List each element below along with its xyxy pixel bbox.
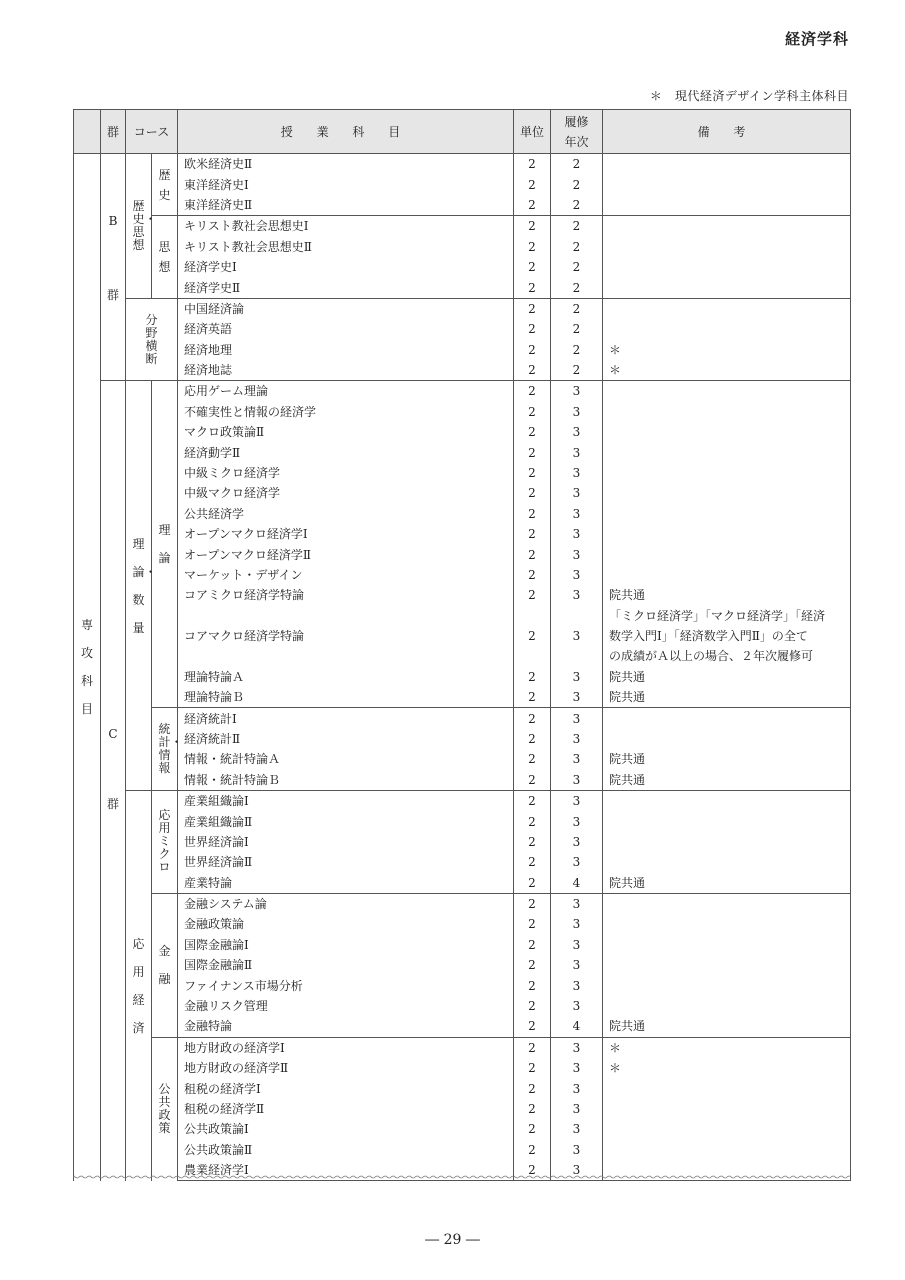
- course-riron-suryo: 理論・数量: [126, 381, 152, 791]
- remarks-cell: 院共通: [603, 667, 851, 687]
- year-cell: 3: [551, 996, 603, 1016]
- subject-cell: 欧米経済史Ⅱ: [178, 154, 514, 175]
- sub-shiso: 思想: [152, 216, 178, 299]
- remarks-cell: [603, 1099, 851, 1119]
- table-row: [74, 174, 851, 194]
- table-row: [74, 1099, 851, 1119]
- sub-oyo-micro: 応用ミクロ: [152, 790, 178, 893]
- year-cell: 4: [551, 1016, 603, 1037]
- year-cell: 2: [551, 154, 603, 175]
- year-cell: 3: [551, 565, 603, 585]
- credits-cell: 2: [514, 749, 551, 769]
- remarks-cell: [603, 195, 851, 216]
- year-cell: 3: [551, 1037, 603, 1058]
- table-row: [74, 873, 851, 894]
- subject-cell: 情報・統計特論Ｂ: [178, 770, 514, 791]
- subject-cell: オープンマクロ経済学Ⅱ: [178, 544, 514, 564]
- remarks-cell: [603, 154, 851, 175]
- year-cell: 3: [551, 975, 603, 995]
- credits-cell: 2: [514, 257, 551, 277]
- table-row: [74, 422, 851, 442]
- table-row: [74, 811, 851, 831]
- year-cell: 3: [551, 585, 603, 605]
- remarks-cell: ＊: [603, 360, 851, 381]
- remarks-cell: 院共通: [603, 687, 851, 708]
- year-cell: 3: [551, 1058, 603, 1078]
- credits-cell: 2: [514, 893, 551, 914]
- year-cell: 3: [551, 667, 603, 687]
- year-cell: 3: [551, 463, 603, 483]
- course-rekishi-shiso: 歴史・思想: [126, 154, 152, 299]
- remarks-cell: [603, 790, 851, 811]
- remarks-cell: [603, 852, 851, 872]
- table-row: [74, 667, 851, 687]
- subject-cell: 理論特論Ａ: [178, 667, 514, 687]
- remarks-cell: [603, 544, 851, 564]
- credits-cell: 2: [514, 360, 551, 381]
- subject-cell: 産業特論: [178, 873, 514, 894]
- remarks-cell: [603, 1078, 851, 1098]
- table-row: [74, 319, 851, 339]
- subject-cell: 中級マクロ経済学: [178, 483, 514, 503]
- bottom-wavy-rule: [73, 1175, 850, 1179]
- credits-cell: 2: [514, 1099, 551, 1119]
- subject-cell: 世界経済論Ⅱ: [178, 852, 514, 872]
- year-cell: 3: [551, 708, 603, 729]
- table-row: [74, 708, 851, 729]
- subject-cell: 金融政策論: [178, 914, 514, 934]
- credits-cell: 2: [514, 195, 551, 216]
- credits-cell: 2: [514, 687, 551, 708]
- year-cell: 3: [551, 1078, 603, 1098]
- credits-cell: 2: [514, 402, 551, 422]
- table-row: [74, 914, 851, 934]
- subject-cell: 農業経済学Ⅰ: [178, 1160, 514, 1181]
- subject-cell: 産業組織論Ⅱ: [178, 811, 514, 831]
- table-row: [74, 381, 851, 402]
- table-row: [74, 1037, 851, 1058]
- subject-cell: 東洋経済史Ⅰ: [178, 174, 514, 194]
- year-cell: 3: [551, 1099, 603, 1119]
- remarks-cell: [603, 1140, 851, 1160]
- year-cell: 2: [551, 216, 603, 237]
- remarks-cell: [603, 975, 851, 995]
- subject-cell: オープンマクロ経済学Ⅰ: [178, 524, 514, 544]
- group-kanji: 群: [106, 288, 119, 302]
- table-row: [74, 277, 851, 298]
- table-row: [74, 1016, 851, 1037]
- remarks-cell: [603, 832, 851, 852]
- year-cell: 2: [551, 360, 603, 381]
- table-row: [74, 483, 851, 503]
- year-cell: 3: [551, 483, 603, 503]
- subject-cell: 不確実性と情報の経済学: [178, 402, 514, 422]
- credits-cell: 2: [514, 1037, 551, 1058]
- credits-cell: 2: [514, 606, 551, 667]
- credits-cell: 2: [514, 811, 551, 831]
- table-row: [74, 935, 851, 955]
- subject-cell: コアマクロ経済学特論: [178, 606, 514, 667]
- remarks-cell: [603, 463, 851, 483]
- credits-cell: 2: [514, 504, 551, 524]
- credits-cell: 2: [514, 1058, 551, 1078]
- credits-cell: 2: [514, 381, 551, 402]
- subject-cell: ファイナンス市場分析: [178, 975, 514, 995]
- subject-cell: 金融システム論: [178, 893, 514, 914]
- credits-cell: 2: [514, 237, 551, 257]
- remarks-cell: 院共通: [603, 873, 851, 894]
- table-row: [74, 585, 851, 605]
- credits-cell: 2: [514, 935, 551, 955]
- course-bunya-odan: 分野横断: [126, 298, 178, 381]
- credits-cell: 2: [514, 216, 551, 237]
- credits-cell: 2: [514, 585, 551, 605]
- credits-cell: 2: [514, 996, 551, 1016]
- subject-cell: 経済動学Ⅱ: [178, 442, 514, 462]
- remarks-cell: [603, 729, 851, 749]
- remarks-cell: [603, 174, 851, 194]
- subject-cell: 産業組織論Ⅰ: [178, 790, 514, 811]
- subject-cell: 情報・統計特論Ａ: [178, 749, 514, 769]
- year-cell: 2: [551, 257, 603, 277]
- subject-cell: 理論特論Ｂ: [178, 687, 514, 708]
- subject-cell: 世界経済論Ⅰ: [178, 832, 514, 852]
- year-cell: 2: [551, 195, 603, 216]
- year-cell: 3: [551, 687, 603, 708]
- year-cell: 3: [551, 524, 603, 544]
- credits-cell: 2: [514, 277, 551, 298]
- table-row: [74, 729, 851, 749]
- sub-riron: 理論: [152, 381, 178, 708]
- sub-tokei-joho: 統計・情報: [152, 708, 178, 791]
- year-cell: 3: [551, 544, 603, 564]
- credits-cell: 2: [514, 667, 551, 687]
- credits-cell: 2: [514, 483, 551, 503]
- credits-cell: 2: [514, 873, 551, 894]
- table-row: [74, 1078, 851, 1098]
- year-cell: 3: [551, 1119, 603, 1139]
- legend-note: ＊ 現代経済デザイン学科主体科目: [649, 89, 849, 103]
- remarks-cell: [603, 257, 851, 277]
- header-credits: 単位: [514, 110, 551, 154]
- subject-cell: 金融特論: [178, 1016, 514, 1037]
- credits-cell: 2: [514, 729, 551, 749]
- remarks-cell: [603, 893, 851, 914]
- table-row: [74, 565, 851, 585]
- credits-cell: 2: [514, 544, 551, 564]
- sub-kokyo-seisaku: 公共政策: [152, 1037, 178, 1181]
- group-letter: B: [108, 214, 118, 228]
- remarks-cell: [603, 565, 851, 585]
- remarks-cell: [603, 955, 851, 975]
- credits-cell: 2: [514, 1119, 551, 1139]
- table-row: [74, 975, 851, 995]
- year-cell: 3: [551, 770, 603, 791]
- table-row: [74, 893, 851, 914]
- year-cell: 3: [551, 606, 603, 667]
- header-subject: 授 業 科 目: [178, 110, 514, 154]
- table-row: [74, 1119, 851, 1139]
- year-cell: 3: [551, 402, 603, 422]
- subject-cell: 経済統計Ⅱ: [178, 729, 514, 749]
- table-row: [74, 687, 851, 708]
- subject-cell: 公共経済学: [178, 504, 514, 524]
- table-row: [74, 340, 851, 360]
- year-cell: 3: [551, 955, 603, 975]
- subject-cell: 地方財政の経済学Ⅱ: [178, 1058, 514, 1078]
- year-cell: 3: [551, 729, 603, 749]
- subject-cell: 租税の経済学Ⅰ: [178, 1078, 514, 1098]
- credits-cell: 2: [514, 442, 551, 462]
- group-letter: C: [108, 727, 118, 742]
- header-row: [74, 110, 851, 154]
- year-cell: 3: [551, 422, 603, 442]
- credits-cell: 2: [514, 319, 551, 339]
- header-blank: [74, 110, 101, 154]
- subject-cell: 国際金融論Ⅰ: [178, 935, 514, 955]
- remarks-cell: ＊: [603, 1037, 851, 1058]
- year-cell: 3: [551, 442, 603, 462]
- table-row: [74, 463, 851, 483]
- remarks-cell: [603, 811, 851, 831]
- subject-cell: 経済学史Ⅰ: [178, 257, 514, 277]
- table-row: [74, 154, 851, 175]
- table-row: [74, 216, 851, 237]
- subject-cell: 経済地誌: [178, 360, 514, 381]
- credits-cell: 2: [514, 1160, 551, 1181]
- credits-cell: 2: [514, 463, 551, 483]
- subject-cell: 経済英語: [178, 319, 514, 339]
- subject-cell: 国際金融論Ⅱ: [178, 955, 514, 975]
- subject-cell: マクロ政策論Ⅱ: [178, 422, 514, 442]
- table-row: [74, 237, 851, 257]
- table-row: [74, 504, 851, 524]
- credits-cell: 2: [514, 914, 551, 934]
- remarks-cell: [603, 1119, 851, 1139]
- remarks-cell: ＊: [603, 1058, 851, 1078]
- subject-cell: 応用ゲーム理論: [178, 381, 514, 402]
- table-row: [74, 298, 851, 319]
- table-row: [74, 360, 851, 381]
- remarks-cell: [603, 935, 851, 955]
- year-cell: 3: [551, 1160, 603, 1181]
- year-cell: 3: [551, 914, 603, 934]
- subject-cell: コアミクロ経済学特論: [178, 585, 514, 605]
- credits-cell: 2: [514, 955, 551, 975]
- table-row: [74, 790, 851, 811]
- year-cell: 3: [551, 749, 603, 769]
- header-course: コース: [126, 110, 178, 154]
- remarks-cell: [603, 216, 851, 237]
- remarks-cell: 「ミクロ経済学」「マクロ経済学」「経済 数学入門Ⅰ」「経済数学入門Ⅱ」の全て の成績がＡ以上の場合、２年次履修可: [603, 606, 851, 667]
- remarks-cell: [603, 996, 851, 1016]
- subject-cell: 地方財政の経済学Ⅰ: [178, 1037, 514, 1058]
- course-oyo-keizai: 応用経済: [126, 790, 152, 1180]
- remarks-cell: 院共通: [603, 1016, 851, 1037]
- subject-cell: キリスト教社会思想史Ⅱ: [178, 237, 514, 257]
- subject-cell: 中級ミクロ経済学: [178, 463, 514, 483]
- table-row: [74, 544, 851, 564]
- curriculum-table: [73, 109, 851, 1181]
- credits-cell: 2: [514, 422, 551, 442]
- remarks-cell: ＊: [603, 340, 851, 360]
- credits-cell: 2: [514, 832, 551, 852]
- year-cell: 3: [551, 790, 603, 811]
- table-row: [74, 955, 851, 975]
- credits-cell: 2: [514, 565, 551, 585]
- subject-cell: 東洋経済史Ⅱ: [178, 195, 514, 216]
- credits-cell: 2: [514, 340, 551, 360]
- table-row: [74, 832, 851, 852]
- year-cell: 3: [551, 893, 603, 914]
- subject-cell: 租税の経済学Ⅱ: [178, 1099, 514, 1119]
- year-cell: 2: [551, 298, 603, 319]
- table-row: [74, 442, 851, 462]
- year-cell: 3: [551, 1140, 603, 1160]
- remarks-cell: [603, 237, 851, 257]
- header-group: 群: [101, 110, 126, 154]
- header-remarks: 備 考: [603, 110, 851, 154]
- header-year: 履修年次: [551, 110, 603, 154]
- year-cell: 3: [551, 811, 603, 831]
- subject-cell: 経済地理: [178, 340, 514, 360]
- remarks-cell: [603, 319, 851, 339]
- table-row: [74, 852, 851, 872]
- credits-cell: 2: [514, 770, 551, 791]
- subject-cell: キリスト教社会思想史Ⅰ: [178, 216, 514, 237]
- subject-cell: 公共政策論Ⅱ: [178, 1140, 514, 1160]
- credits-cell: 2: [514, 1140, 551, 1160]
- remarks-cell: [603, 504, 851, 524]
- year-cell: 2: [551, 340, 603, 360]
- credits-cell: 2: [514, 298, 551, 319]
- sub-kinyu: 金融: [152, 893, 178, 1037]
- page-title: 経済学科: [784, 30, 849, 48]
- subject-cell: マーケット・デザイン: [178, 565, 514, 585]
- table-row: [74, 402, 851, 422]
- remarks-cell: [603, 277, 851, 298]
- year-cell: 3: [551, 935, 603, 955]
- subject-cell: 金融リスク管理: [178, 996, 514, 1016]
- remarks-cell: [603, 524, 851, 544]
- credits-cell: 2: [514, 708, 551, 729]
- group-kanji: 群: [106, 797, 119, 812]
- credits-cell: 2: [514, 174, 551, 194]
- remarks-cell: 院共通: [603, 770, 851, 791]
- year-cell: 3: [551, 832, 603, 852]
- year-cell: 2: [551, 174, 603, 194]
- credits-cell: 2: [514, 154, 551, 175]
- year-cell: 3: [551, 504, 603, 524]
- credits-cell: 2: [514, 1078, 551, 1098]
- remarks-cell: [603, 442, 851, 462]
- year-cell: 4: [551, 873, 603, 894]
- credits-cell: 2: [514, 1016, 551, 1037]
- remarks-cell: [603, 381, 851, 402]
- remarks-cell: [603, 708, 851, 729]
- table-row: [74, 1058, 851, 1078]
- group-c-cell: [101, 381, 126, 1181]
- page-number: ― 29 ―: [425, 1232, 480, 1248]
- subject-cell: 中国経済論: [178, 298, 514, 319]
- year-cell: 3: [551, 852, 603, 872]
- year-cell: 2: [551, 237, 603, 257]
- table-row: [74, 996, 851, 1016]
- table-row: [74, 524, 851, 544]
- remarks-cell: 院共通: [603, 749, 851, 769]
- table-row: [74, 195, 851, 216]
- subject-cell: 経済学史Ⅱ: [178, 277, 514, 298]
- year-cell: 2: [551, 277, 603, 298]
- group-b-cell: [101, 154, 126, 381]
- table-row: [74, 749, 851, 769]
- credits-cell: 2: [514, 524, 551, 544]
- remarks-cell: [603, 422, 851, 442]
- table-row: [74, 257, 851, 277]
- credits-cell: 2: [514, 790, 551, 811]
- subject-cell: 公共政策論Ⅰ: [178, 1119, 514, 1139]
- remarks-cell: [603, 483, 851, 503]
- credits-cell: 2: [514, 975, 551, 995]
- remarks-cell: [603, 402, 851, 422]
- subject-cell: 経済統計Ⅰ: [178, 708, 514, 729]
- credits-cell: 2: [514, 852, 551, 872]
- year-cell: 2: [551, 319, 603, 339]
- table-row: [74, 606, 851, 667]
- year-cell: 3: [551, 381, 603, 402]
- table-row: [74, 1140, 851, 1160]
- remarks-cell: [603, 914, 851, 934]
- sub-rekishi: 歴史: [152, 154, 178, 216]
- side-label-senkou: 専攻科目: [74, 154, 101, 1181]
- table-row: [74, 770, 851, 791]
- curriculum-body: [74, 154, 851, 1181]
- remarks-cell: 院共通: [603, 585, 851, 605]
- remarks-cell: [603, 298, 851, 319]
